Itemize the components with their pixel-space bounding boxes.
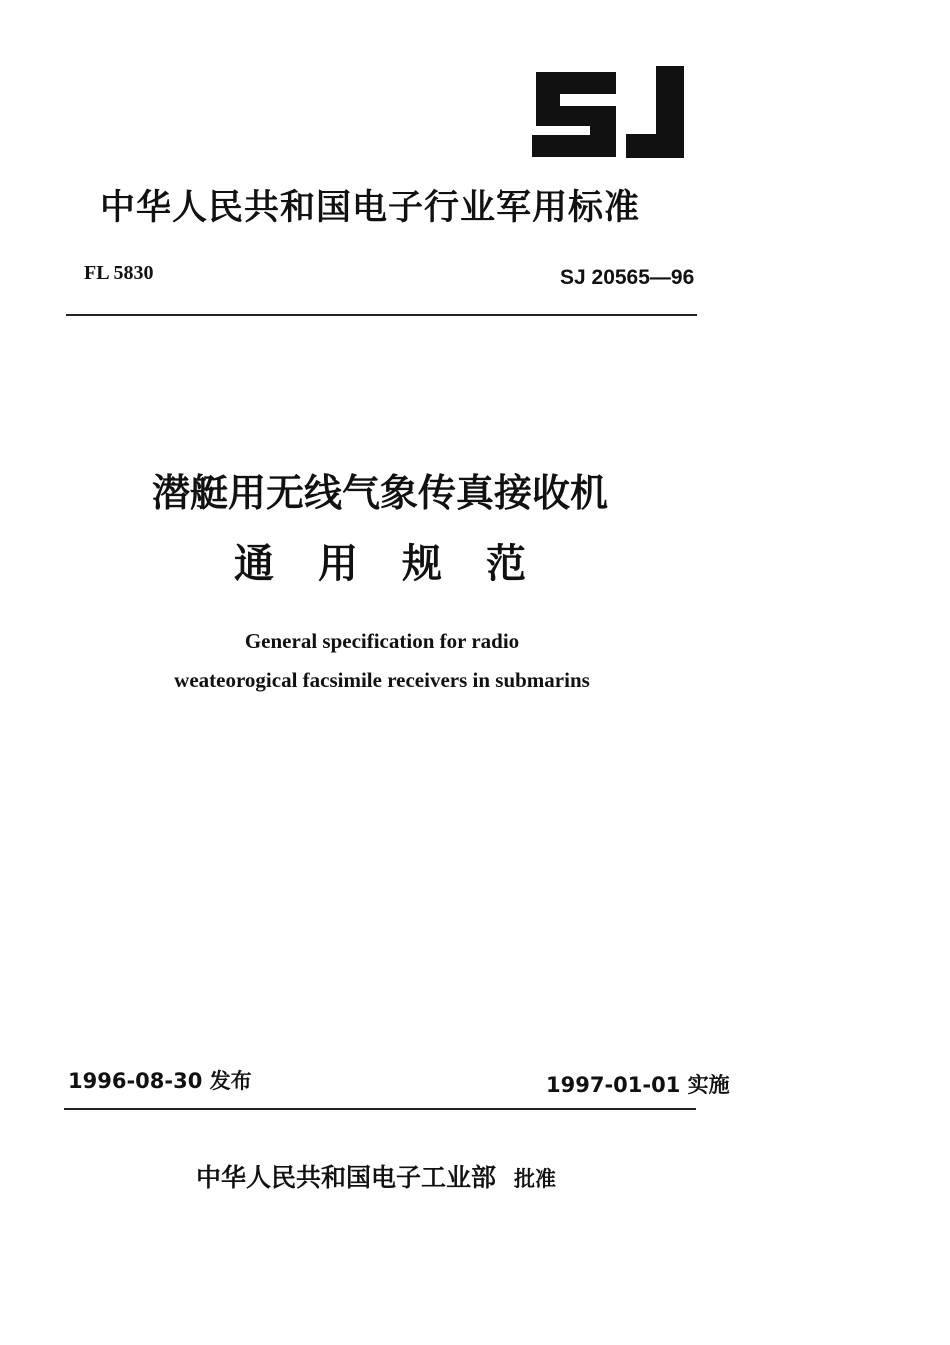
- title-cn-line1: 潜艇用无线气象传真接收机: [151, 471, 608, 515]
- classification-code: FL 5830: [84, 262, 154, 284]
- sj-logo: [528, 62, 693, 167]
- issue-date: 1996-08-30 发布: [68, 1069, 252, 1093]
- title-cn-line2: 通用规范: [234, 541, 570, 587]
- standard-name: 中华人民共和国电子行业军用标准: [100, 188, 641, 228]
- standard-number: SJ 20565—96: [560, 266, 695, 289]
- header-divider: [66, 314, 697, 316]
- footer-divider: [64, 1108, 696, 1110]
- issuing-authority: 中华人民共和国电子工业部: [196, 1163, 497, 1192]
- sj-logo-mark: [528, 62, 693, 167]
- effective-date: 1997-01-01 实施: [546, 1073, 730, 1097]
- title-en-line1: General specification for radio: [244, 629, 520, 653]
- approval-label: 批准: [514, 1167, 556, 1191]
- title-en-line2: weateorogical facsimile receivers in submarins: [174, 668, 590, 692]
